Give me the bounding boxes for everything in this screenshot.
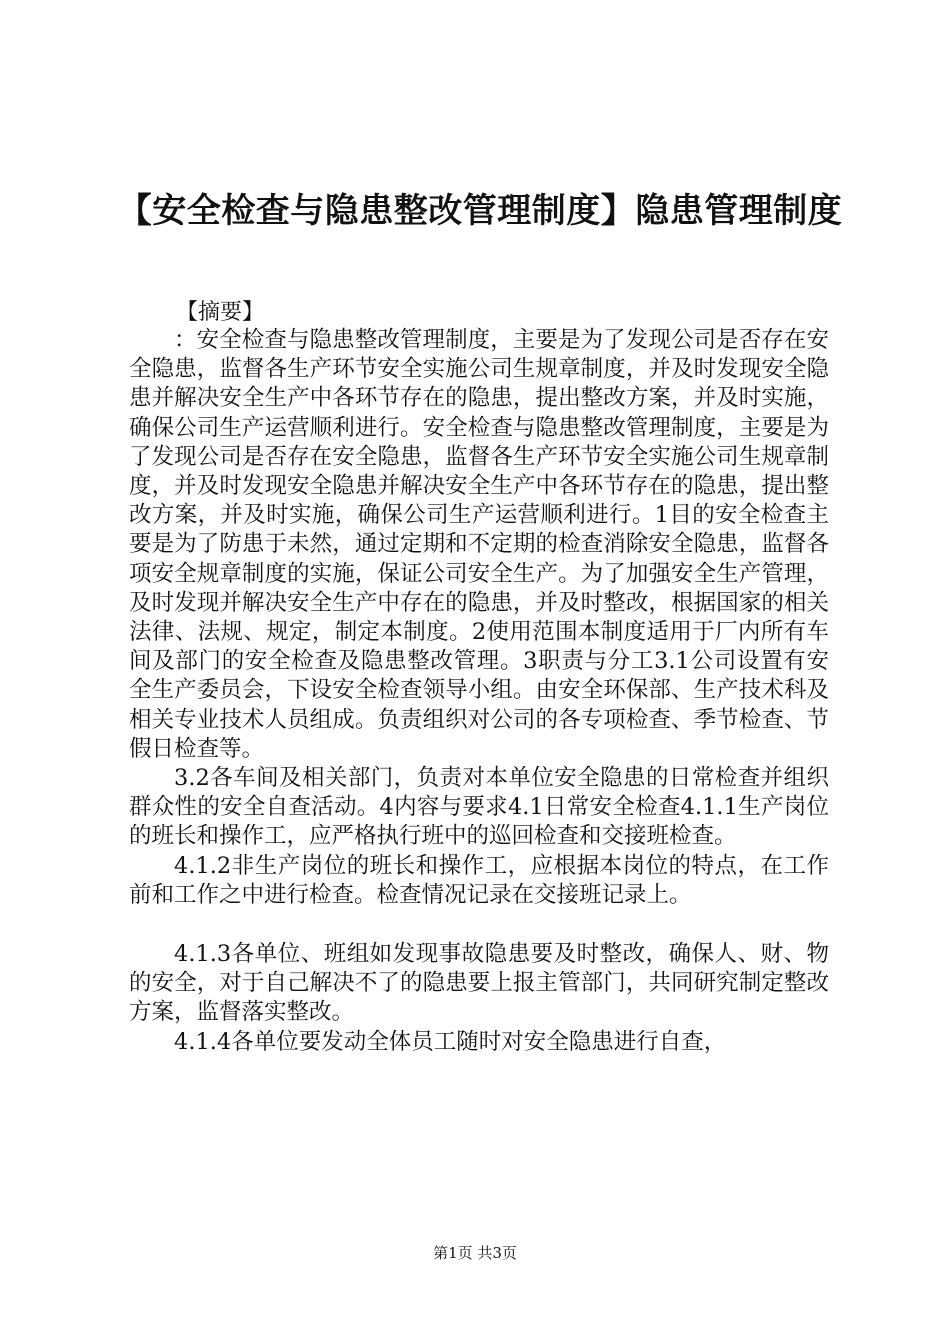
body-paragraph: 4.1.4各单位要发动全体员工随时对安全隐患进行自查，	[174, 1028, 727, 1055]
body-paragraph: 3.2各车间及相关部门，负责对本单位安全隐患的日常检查并组织群众性的安全自查活动。4内容与要求4.1日常安全检查4.1.1生产岗位的班长和操作工，应严格执行班中的巡回检查和交接班检查。	[129, 765, 829, 850]
document-title: 【安全检查与隐患整改管理制度】隐患管理制度	[117, 191, 843, 231]
body-paragraph: ：安全检查与隐患整改管理制度，主要是为了发现公司是否存在安全隐患，监督各生产环节安全实施公司生规章制度，并及时发现安全隐患并解决安全生产中各环节存在的隐患，提出整改方案，并及时实施，确保公司生产运营顺利进行。安全检查与隐患整改管理制度，主要是为了发现公司是否存在安全隐患，监督各生产环节安全实施公司生规章制度，并及时发现安全隐患并解决安全生产中各环节存在的隐患，提出整改方案，并及时实施，确保公司生产运营顺利进行。1目的安全检查主要是为了防患于未然，通过定期和不定期的检查消除安全隐患，监督各项安全规章制度的实施，保证公司安全生产。为了加强安全生产管理，及时发现并解决安全生产中存在的隐患，并及时整改，根据国家的相关法律、法规、规定，制定本制度。2使用范围本制度适用于厂内所有车间及部门的安全检查及隐患整改管理。3职责与分工3.1公司设置有安全生产委员会，下设安全检查领导小组。由安全环保部、生产技术科及相关专业技术人员组成。负责组织对公司的各专项检查、季节检查、节假日检查等。	[129, 327, 829, 762]
page-number-footer: 第1页 共3页	[433, 1244, 517, 1262]
body-paragraph: 4.1.2非生产岗位的班长和操作工，应根据本岗位的特点，在工作前和工作之中进行检查。检查情况记录在交接班记录上。	[129, 852, 829, 908]
abstract-heading: 【摘要】	[176, 300, 265, 325]
document-body	[129, 326, 829, 1057]
body-paragraph: 4.1.3各单位、班组如发现事故隐患要及时整改，确保人、财、物的安全，对于自己解决不了的隐患要上报主管部门，共同研究制定整改方案，监督落实整改。	[129, 941, 829, 1026]
